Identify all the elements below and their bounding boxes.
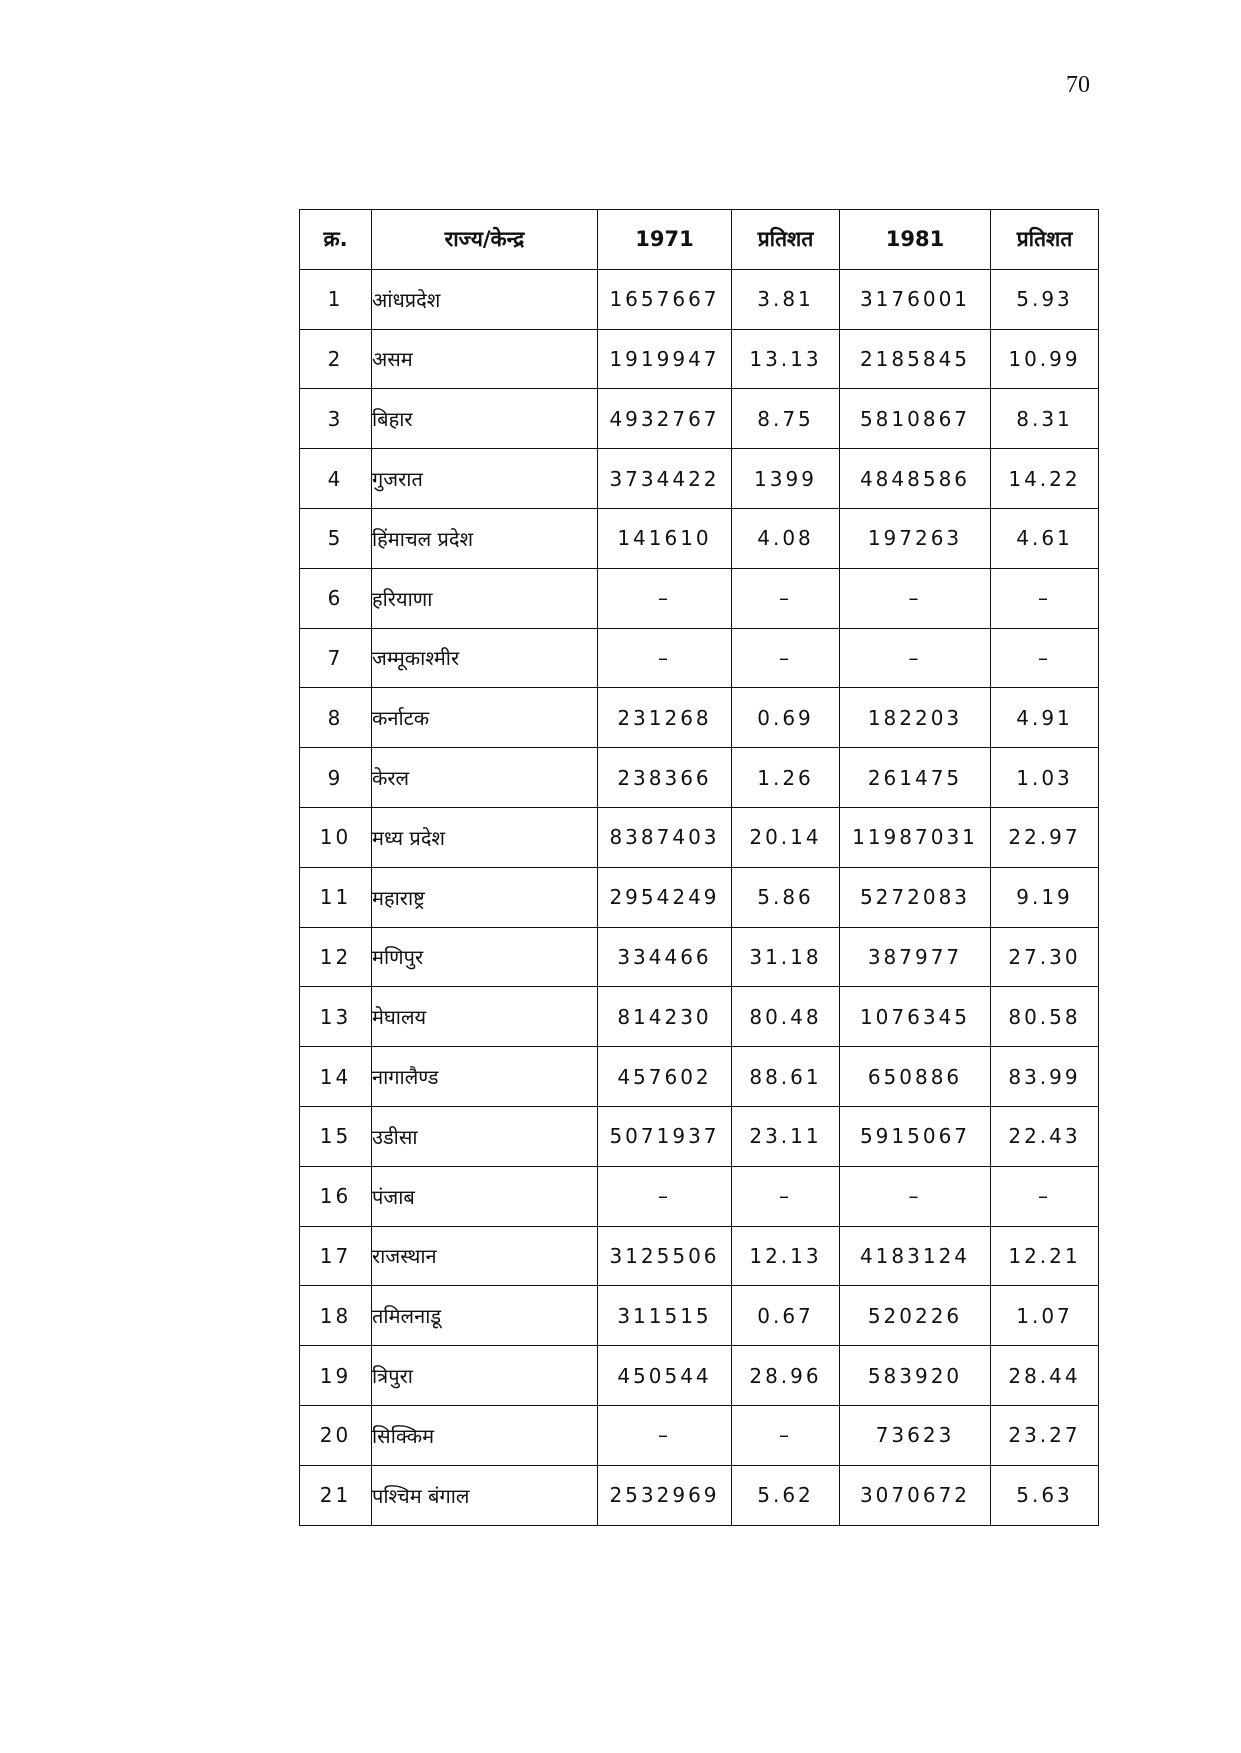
cell-percent-1981: 22.43 (991, 1106, 1099, 1166)
cell-serial: 5 (300, 508, 372, 568)
cell-1981: 5810867 (840, 389, 991, 449)
cell-1981: 520226 (840, 1286, 991, 1346)
table-row (300, 389, 1099, 449)
cell-1981: 261475 (840, 748, 991, 808)
cell-percent-1971: – (732, 568, 840, 628)
cell-percent-1981: 12.21 (991, 1226, 1099, 1286)
cell-1981: 3176001 (840, 269, 991, 329)
cell-1971: – (598, 1166, 732, 1226)
data-table (299, 209, 1099, 1526)
cell-state: असम (372, 329, 598, 389)
cell-percent-1981: 9.19 (991, 867, 1099, 927)
cell-1981: 11987031 (840, 807, 991, 867)
cell-1971: 238366 (598, 748, 732, 808)
cell-1971: 1919947 (598, 329, 732, 389)
cell-state: सिक्किम (372, 1405, 598, 1465)
cell-1971: 311515 (598, 1286, 732, 1346)
cell-state: हरियाणा (372, 568, 598, 628)
cell-percent-1981: – (991, 568, 1099, 628)
cell-1981: 5272083 (840, 867, 991, 927)
cell-percent-1971: 5.86 (732, 867, 840, 927)
cell-percent-1981: 27.30 (991, 927, 1099, 987)
cell-1971: 8387403 (598, 807, 732, 867)
cell-percent-1971: 20.14 (732, 807, 840, 867)
cell-serial: 9 (300, 748, 372, 808)
cell-percent-1981: 80.58 (991, 987, 1099, 1047)
cell-1971: – (598, 628, 732, 688)
cell-state: गुजरात (372, 449, 598, 509)
cell-percent-1971: 8.75 (732, 389, 840, 449)
cell-percent-1981: 5.93 (991, 269, 1099, 329)
cell-state: जम्मूकाश्मीर (372, 628, 598, 688)
cell-serial: 20 (300, 1405, 372, 1465)
cell-state: मेघालय (372, 987, 598, 1047)
table-row (300, 508, 1099, 568)
cell-serial: 12 (300, 927, 372, 987)
cell-serial: 11 (300, 867, 372, 927)
cell-1971: 3125506 (598, 1226, 732, 1286)
cell-percent-1981: 14.22 (991, 449, 1099, 509)
cell-1971: 5071937 (598, 1106, 732, 1166)
cell-percent-1981: 5.63 (991, 1465, 1099, 1525)
cell-percent-1971: 0.67 (732, 1286, 840, 1346)
table-row (300, 1166, 1099, 1226)
cell-percent-1971: 1399 (732, 449, 840, 509)
cell-state: पंजाब (372, 1166, 598, 1226)
cell-percent-1971: 0.69 (732, 688, 840, 748)
cell-percent-1981: 8.31 (991, 389, 1099, 449)
cell-1981: 387977 (840, 927, 991, 987)
cell-1981: 3070672 (840, 1465, 991, 1525)
cell-state: तमिलनाडू (372, 1286, 598, 1346)
cell-percent-1971: – (732, 1166, 840, 1226)
cell-state: महाराष्ट्र (372, 867, 598, 927)
cell-percent-1981: 22.97 (991, 807, 1099, 867)
cell-percent-1981: 10.99 (991, 329, 1099, 389)
header-state: राज्य/केन्द्र (372, 210, 598, 270)
cell-1981: 650886 (840, 1047, 991, 1107)
cell-percent-1981: – (991, 1166, 1099, 1226)
cell-1981: 73623 (840, 1405, 991, 1465)
cell-percent-1971: – (732, 1405, 840, 1465)
cell-serial: 8 (300, 688, 372, 748)
header-percent-1981: प्रतिशत (991, 210, 1099, 270)
cell-serial: 6 (300, 568, 372, 628)
cell-1971: – (598, 568, 732, 628)
cell-1981: 1076345 (840, 987, 991, 1047)
page-number: 70 (1066, 72, 1090, 98)
cell-percent-1981: 1.07 (991, 1286, 1099, 1346)
cell-1981: – (840, 568, 991, 628)
cell-percent-1981: 4.91 (991, 688, 1099, 748)
cell-state: आंधप्रदेश (372, 269, 598, 329)
cell-state: मणिपुर (372, 927, 598, 987)
cell-1971: 334466 (598, 927, 732, 987)
cell-1971: 1657667 (598, 269, 732, 329)
cell-percent-1971: – (732, 628, 840, 688)
header-serial: क्र. (300, 210, 372, 270)
table-row (300, 1226, 1099, 1286)
table-row (300, 269, 1099, 329)
table-row (300, 807, 1099, 867)
cell-percent-1981: 83.99 (991, 1047, 1099, 1107)
table-row (300, 1106, 1099, 1166)
cell-1971: 2532969 (598, 1465, 732, 1525)
cell-1971: 4932767 (598, 389, 732, 449)
cell-percent-1971: 28.96 (732, 1346, 840, 1406)
cell-state: कर्नाटक (372, 688, 598, 748)
cell-1981: 5915067 (840, 1106, 991, 1166)
cell-percent-1971: 88.61 (732, 1047, 840, 1107)
cell-serial: 10 (300, 807, 372, 867)
cell-percent-1981: 1.03 (991, 748, 1099, 808)
cell-state: त्रिपुरा (372, 1346, 598, 1406)
header-1971: 1971 (598, 210, 732, 270)
cell-percent-1971: 5.62 (732, 1465, 840, 1525)
cell-percent-1971: 3.81 (732, 269, 840, 329)
cell-serial: 4 (300, 449, 372, 509)
cell-1981: 4848586 (840, 449, 991, 509)
cell-percent-1971: 12.13 (732, 1226, 840, 1286)
cell-1971: 141610 (598, 508, 732, 568)
table-row (300, 927, 1099, 987)
cell-percent-1981: 23.27 (991, 1405, 1099, 1465)
cell-state: पश्चिम बंगाल (372, 1465, 598, 1525)
cell-1981: 583920 (840, 1346, 991, 1406)
cell-percent-1971: 13.13 (732, 329, 840, 389)
table-row (300, 688, 1099, 748)
cell-1971: – (598, 1405, 732, 1465)
cell-serial: 14 (300, 1047, 372, 1107)
table-row (300, 1047, 1099, 1107)
cell-serial: 17 (300, 1226, 372, 1286)
cell-serial: 3 (300, 389, 372, 449)
cell-state: केरल (372, 748, 598, 808)
cell-percent-1971: 1.26 (732, 748, 840, 808)
cell-serial: 13 (300, 987, 372, 1047)
cell-percent-1971: 31.18 (732, 927, 840, 987)
cell-serial: 2 (300, 329, 372, 389)
header-row (300, 210, 1099, 270)
header-percent-1971: प्रतिशत (732, 210, 840, 270)
cell-1971: 450544 (598, 1346, 732, 1406)
cell-1971: 2954249 (598, 867, 732, 927)
cell-percent-1981: 28.44 (991, 1346, 1099, 1406)
cell-percent-1981: 4.61 (991, 508, 1099, 568)
table-row (300, 1405, 1099, 1465)
header-1981: 1981 (840, 210, 991, 270)
cell-1971: 457602 (598, 1047, 732, 1107)
cell-serial: 1 (300, 269, 372, 329)
table-row (300, 867, 1099, 927)
cell-state: हिंमाचल प्रदेश (372, 508, 598, 568)
cell-state: मध्य प्रदेश (372, 807, 598, 867)
cell-serial: 21 (300, 1465, 372, 1525)
cell-state: बिहार (372, 389, 598, 449)
cell-1981: 197263 (840, 508, 991, 568)
cell-serial: 16 (300, 1166, 372, 1226)
cell-state: उडीसा (372, 1106, 598, 1166)
cell-1971: 231268 (598, 688, 732, 748)
table-row (300, 1346, 1099, 1406)
table-row (300, 987, 1099, 1047)
cell-serial: 18 (300, 1286, 372, 1346)
cell-state: नागालैण्ड (372, 1047, 598, 1107)
table-row (300, 748, 1099, 808)
cell-1971: 814230 (598, 987, 732, 1047)
cell-1981: 2185845 (840, 329, 991, 389)
cell-1981: 4183124 (840, 1226, 991, 1286)
table-row (300, 568, 1099, 628)
cell-1971: 3734422 (598, 449, 732, 509)
cell-serial: 7 (300, 628, 372, 688)
table-row (300, 329, 1099, 389)
cell-percent-1971: 23.11 (732, 1106, 840, 1166)
cell-1981: – (840, 1166, 991, 1226)
cell-1981: – (840, 628, 991, 688)
table-row (300, 449, 1099, 509)
table-row (300, 1286, 1099, 1346)
table-row (300, 1465, 1099, 1525)
cell-serial: 15 (300, 1106, 372, 1166)
table-row (300, 628, 1099, 688)
cell-percent-1971: 4.08 (732, 508, 840, 568)
cell-1981: 182203 (840, 688, 991, 748)
cell-percent-1981: – (991, 628, 1099, 688)
cell-state: राजस्थान (372, 1226, 598, 1286)
cell-serial: 19 (300, 1346, 372, 1406)
cell-percent-1971: 80.48 (732, 987, 840, 1047)
